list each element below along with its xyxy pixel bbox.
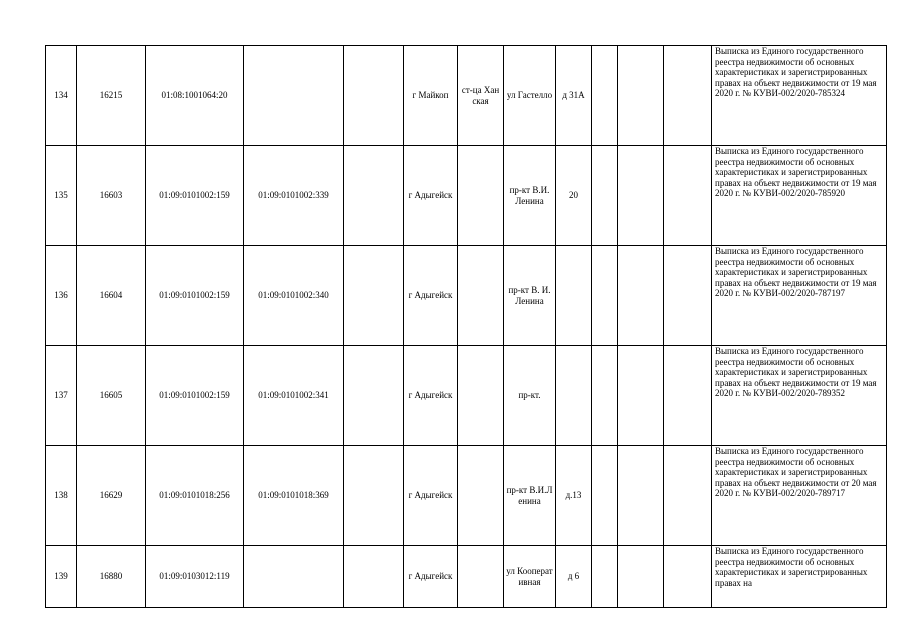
empty-cell [592,546,618,608]
city-cell: г Адыгейск [404,546,458,608]
table-row [46,46,887,146]
empty-cell [592,346,618,446]
document-basis-cell: Выписка из Единого государственного реестра недвижимости об основных характеристиках и зарегистрированных правах на объект недвижимости от 19 мая 2020 г. № КУВИ-002/2020-789352 [712,346,887,446]
empty-cell [344,146,404,246]
document-basis-cell: Выписка из Единого государственного реестра недвижимости об основных характеристиках и зарегистрированных правах на объект недвижимости от 19 мая 2020 г. № КУВИ-002/2020-785324 [712,46,887,146]
empty-cell [592,46,618,146]
empty-cell [664,346,712,446]
table-row [46,446,887,546]
empty-cell [592,446,618,546]
empty-cell [344,46,404,146]
settlement-cell [458,446,504,546]
table-row [46,146,887,246]
document-basis-cell: Выписка из Единого государственного реестра недвижимости об основных характеристиках и зарегистрированных правах на объект недвижимости от 19 мая 2020 г. № КУВИ-002/2020-785920 [712,146,887,246]
city-cell: г Адыгейск [404,346,458,446]
house-cell: д.13 [556,446,592,546]
room-cadastral-number-cell: 01:09:0101002:340 [244,246,344,346]
table-row [46,246,887,346]
cadastral-number-cell: 01:09:0101002:159 [146,346,244,446]
room-cadastral-number-cell: 01:09:0101018:369 [244,446,344,546]
document-basis-cell: Выписка из Единого государственного реестра недвижимости об основных характеристиках и зарегистрированных правах на [712,546,887,608]
object-id-cell: 16604 [77,246,146,346]
street-cell: ул Кооперативная [504,546,556,608]
row-number-cell: 138 [46,446,77,546]
object-id-cell: 16629 [77,446,146,546]
empty-cell [664,446,712,546]
cadastral-number-cell: 01:08:1001064:20 [146,46,244,146]
empty-cell [618,546,664,608]
empty-cell [618,346,664,446]
house-cell: д 6 [556,546,592,608]
empty-cell [664,46,712,146]
city-cell: г Адыгейск [404,146,458,246]
settlement-cell [458,246,504,346]
street-cell: ул Гастелло [504,46,556,146]
city-cell: г Адыгейск [404,246,458,346]
house-cell: 20 [556,146,592,246]
empty-cell [664,246,712,346]
settlement-cell: ст-ца Ханская [458,46,504,146]
settlement-cell [458,546,504,608]
empty-cell [664,146,712,246]
room-cadastral-number-cell: 01:09:0101002:339 [244,146,344,246]
city-cell: г Майкоп [404,46,458,146]
house-cell: д 31А [556,46,592,146]
cadastral-number-cell: 01:09:0103012:119 [146,546,244,608]
settlement-cell [458,346,504,446]
empty-cell [592,146,618,246]
city-cell: г Адыгейск [404,446,458,546]
street-cell: пр-кт В.И.Ленина [504,446,556,546]
property-register-table [45,45,887,608]
empty-cell [344,246,404,346]
room-cadastral-number-cell [244,46,344,146]
room-cadastral-number-cell [244,546,344,608]
street-cell: пр-кт. [504,346,556,446]
row-number-cell: 137 [46,346,77,446]
empty-cell [344,346,404,446]
table-row [46,346,887,446]
row-number-cell: 139 [46,546,77,608]
street-cell: пр-кт В.И. Ленина [504,146,556,246]
object-id-cell: 16603 [77,146,146,246]
empty-cell [664,546,712,608]
table-row [46,546,887,608]
document-basis-cell: Выписка из Единого государственного реестра недвижимости об основных характеристиках и зарегистрированных правах на объект недвижимости от 20 мая 2020 г. № КУВИ-002/2020-789717 [712,446,887,546]
empty-cell [592,246,618,346]
row-number-cell: 134 [46,46,77,146]
cadastral-number-cell: 01:09:0101002:159 [146,146,244,246]
cadastral-number-cell: 01:09:0101002:159 [146,246,244,346]
street-cell: пр-кт В. И. Ленина [504,246,556,346]
row-number-cell: 135 [46,146,77,246]
document-basis-cell: Выписка из Единого государственного реестра недвижимости об основных характеристиках и зарегистрированных правах на объект недвижимости от 19 мая 2020 г. № КУВИ-002/2020-787197 [712,246,887,346]
room-cadastral-number-cell: 01:09:0101002:341 [244,346,344,446]
empty-cell [618,246,664,346]
object-id-cell: 16605 [77,346,146,446]
empty-cell [618,46,664,146]
object-id-cell: 16880 [77,546,146,608]
empty-cell [344,546,404,608]
empty-cell [344,446,404,546]
empty-cell [618,146,664,246]
object-id-cell: 16215 [77,46,146,146]
cadastral-number-cell: 01:09:0101018:256 [146,446,244,546]
house-cell [556,346,592,446]
house-cell [556,246,592,346]
settlement-cell [458,146,504,246]
row-number-cell: 136 [46,246,77,346]
empty-cell [618,446,664,546]
